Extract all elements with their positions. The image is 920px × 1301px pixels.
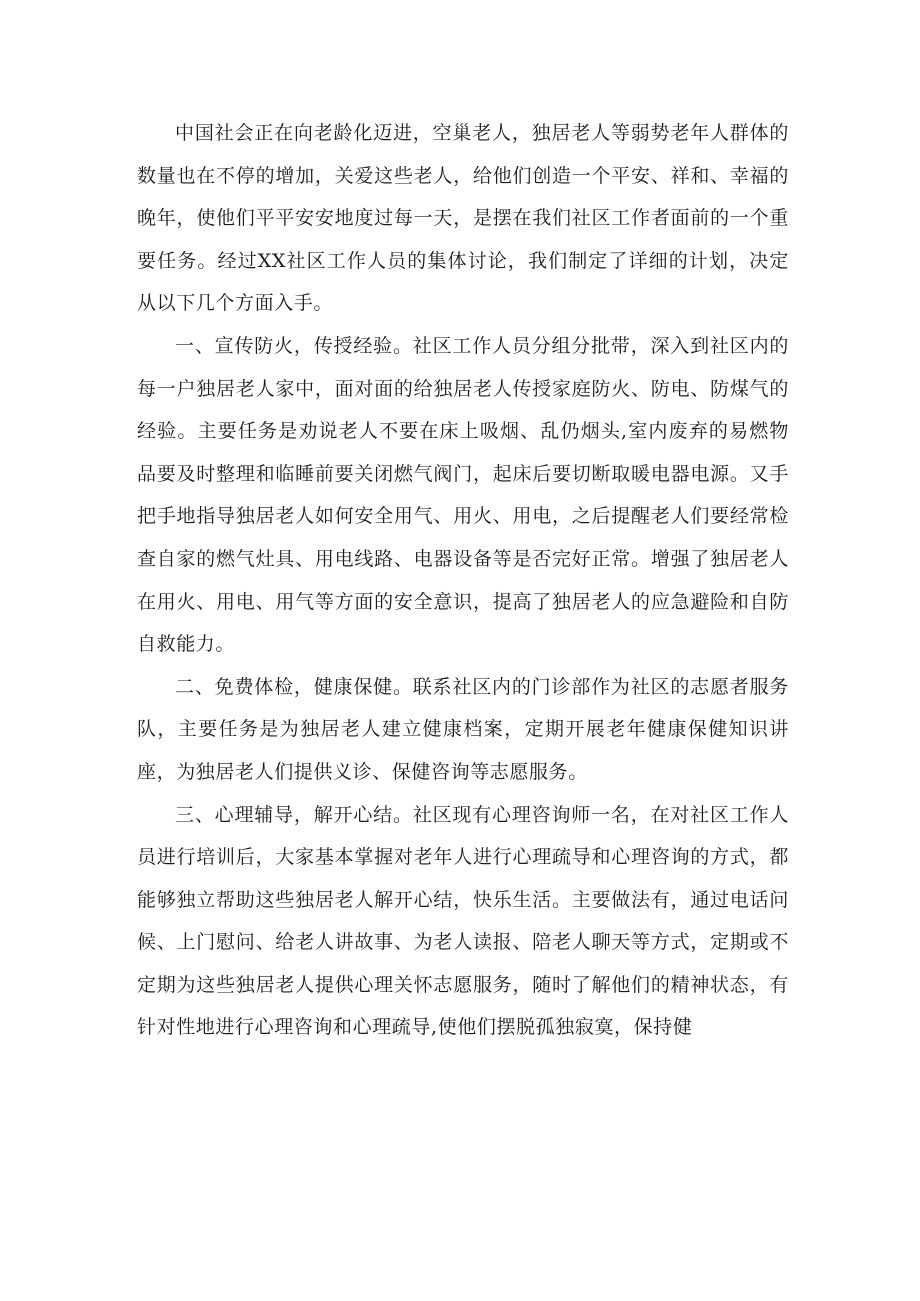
paragraph-health-check: 二、免费体检，健康保健。联系社区内的门诊部作为社区的志愿者服务队，主要任务是为独居老人建立健康档案，定期开展老年健康保健知识讲座，为独居老人们提供义诊、保健咨询等志愿服务。 [137,675,789,783]
paragraph-fire-safety: 一、宣传防火，传授经验。社区工作人员分组分批带，深入到社区内的每一户独居老人家中，面对面的给独居老人传授家庭防火、防电、防煤气的经验。主要任务是劝说老人不要在床上吸烟、乱仍烟头,室内废弃的易燃物品要及时整理和临睡前要关闭燃气阀门，起床后要切断取暖电器电源。又手把手地指导独居老人如何安全用气、用火、用电，之后提醒老人们要经常检查自家的燃气灶具、用电线路、电器设备等是否完好正常。增强了独居老人在用火、用电、用气等方面的安全意识，提高了独居老人的应急避险和自防自救能力。 [137,334,789,656]
paragraph-intro: 中国社会正在向老龄化迈进，空巢老人，独居老人等弱势老年人群体的数量也在不停的增加，关爱这些老人，给他们创造一个平安、祥和、幸福的晚年，使他们平平安安地度过每一天，是摆在我们社区工作者面前的一个重要任务。经过XX社区工作人员的集体讨论，我们制定了详细的计划，决定从以下几个方面入手。 [137,122,789,315]
document-body [137,112,789,1049]
paragraph-psychological-counseling: 三、心理辅导，解开心结。社区现有心理咨询师一名，在对社区工作人员进行培训后，大家基本掌握对老年人进行心理疏导和心理咨询的方式，都能够独立帮助这些独居老人解开心结，快乐生活。主要做法有，通过电话问候、上门慰问、给老人讲故事、为老人读报、陪老人聊天等方式，定期或不定期为这些独居老人提供心理关怀志愿服务，随时了解他们的精神状态，有针对性地进行心理咨询和心理疏导,使他们摆脱孤独寂寞，保持健 [137,803,789,1039]
